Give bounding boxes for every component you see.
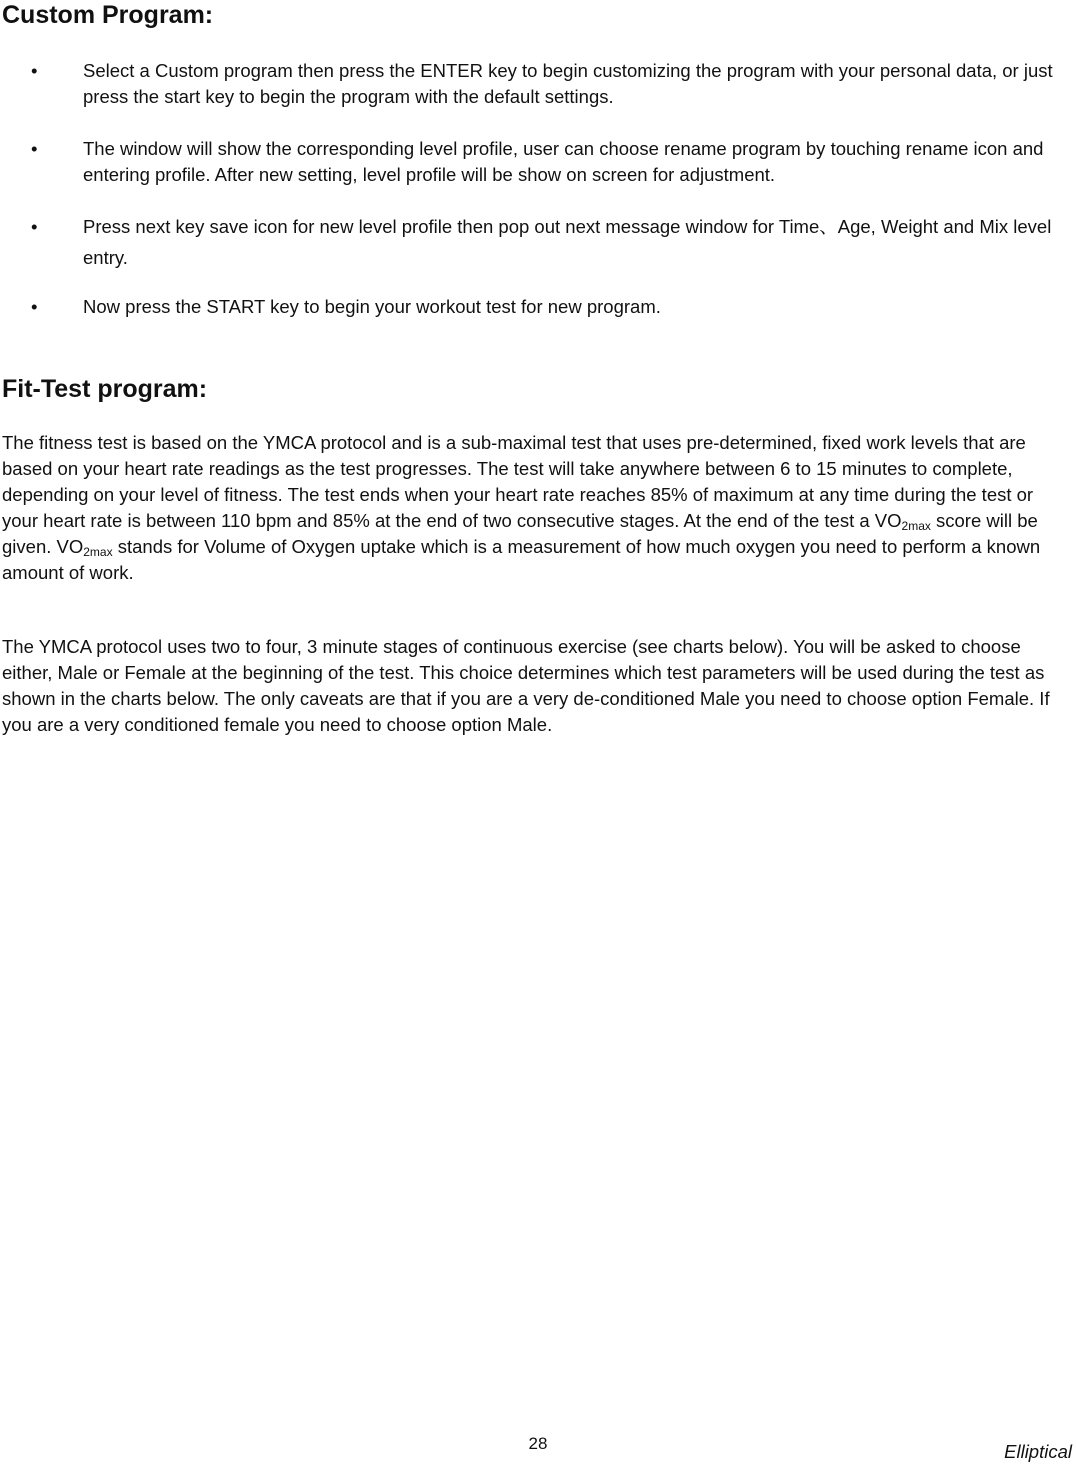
fit-test-text-part2: score will be given. VO (2, 510, 1038, 557)
custom-program-steps (0, 58, 1060, 346)
list-item (0, 136, 1060, 188)
bullet-icon: • (31, 216, 38, 237)
bullet-icon: • (31, 60, 38, 81)
list-item (0, 58, 1060, 110)
list-item (0, 211, 1060, 273)
bullet-icon: • (31, 296, 38, 317)
fit-test-text-part3: stands for Volume of Oxygen uptake which is a measurement of how much oxygen you need to perform a known amount of work. (2, 536, 1041, 583)
list-item-text: The window will show the corresponding level profile, user can choose rename program by touching rename icon and entering profile. After new setting, level profile will be show on screen for adjustment. (83, 138, 1044, 185)
list-item-text: Press next key save icon for new level profile then pop out next message window for Time、Age, Weight and Mix level entry. (83, 216, 1052, 268)
footer-product-label: Elliptical (1004, 1441, 1072, 1462)
list-item (0, 294, 1060, 320)
page-number: 28 (528, 1434, 548, 1453)
list-item-text: Select a Custom program then press the ENTER key to begin customizing the program with your personal data, or just press the start key to begin the program with the default settings. (83, 60, 1053, 107)
fit-test-description (2, 430, 1070, 586)
list-item-text: Now press the START key to begin your workout test for new program. (83, 296, 661, 317)
custom-program-heading: Custom Program: (2, 1, 214, 29)
fit-test-heading: Fit-Test program: (2, 375, 208, 403)
bullet-icon: • (31, 138, 38, 159)
ymca-protocol-description: The YMCA protocol uses two to four, 3 minute stages of continuous exercise (see charts below). You will be asked to choose either, Male or Female at the beginning of the test. This choice determines which test parameters will be used during the test as shown in the charts below. The only caveats are that if you are a very de-conditioned Male you need to choose option Female. If you are a very conditioned female you need to choose option Male. (2, 636, 1050, 735)
vo2max-subscript: 2max (83, 545, 113, 559)
fit-test-text-part1: The fitness test is based on the YMCA protocol and is a sub-maximal test that uses pre-determined, fixed work levels that are based on your heart rate readings as the test progresses. The test will take anywhere between 6 to 15 minutes to complete, depending on your level of fitness. The test ends when your heart rate reaches 85% of maximum at any time during the test or your heart rate is between 110 bpm and 85% at the end of two consecutive stages. At the end of the test a VO (2, 432, 1034, 531)
vo2max-subscript: 2max (901, 519, 931, 533)
